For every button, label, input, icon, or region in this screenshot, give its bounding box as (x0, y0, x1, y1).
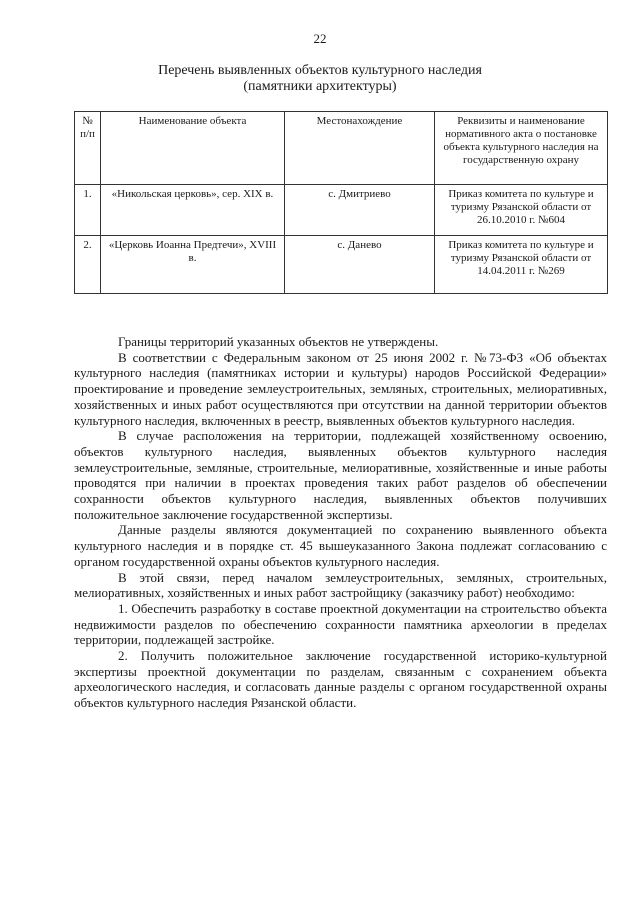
row-object-name: «Церковь Иоанна Предтечи», XVIII в. (101, 236, 285, 294)
row-number: 1. (75, 185, 101, 236)
document-title (0, 63, 640, 95)
paragraph-documentation: Данные разделы являются документацией по сохранению выявленного объекта культурного наследия и в порядке ст. 45 вышеуказанного Закона подлежат согласованию с органом государственной охраны объектов культурного наследия. (74, 522, 607, 569)
document-body (74, 334, 607, 711)
title-line-1: Перечень выявленных объектов культурного наследия (158, 63, 482, 78)
paragraph-requirements-intro: В этой связи, перед началом землеустроительных, земляных, строительных, мелиоративных, хозяйственных и иных работ застройщику (заказчику работ) необходимо: (74, 569, 607, 601)
row-act-details: Приказ комитета по культуре и туризму Рязанской области от 14.04.2011 г. №269 (435, 236, 608, 294)
header-location: Местонахождение (285, 112, 435, 185)
title-line-2: (памятники архитектуры) (243, 79, 397, 94)
row-number: 2. (75, 236, 101, 294)
header-act-details: Реквизиты и наименование нормативного акта о постановке объекта культурного наследия на государственную охрану (435, 112, 608, 185)
header-object-name: Наименование объекта (101, 112, 285, 185)
row-object-name: «Никольская церковь», сер. XIX в. (101, 185, 285, 236)
table-row (75, 236, 608, 294)
row-location: с. Дмитриево (285, 185, 435, 236)
table-header-row (75, 112, 608, 185)
paragraph-federal-law: В соответствии с Федеральным законом от 25 июня 2002 г. №73-ФЗ «Об объектах культурного наследия (памятниках истории и культуры) народов Российской Федерации» проектирование и проведение землеустроительных, земляных, строительных, мелиоративных, хозяйственных и иных работ осуществляются при отсутствии на данной территории объектов культурного наследия, включенных в реестр, выявленных объектов культурного наследия. (74, 349, 607, 428)
header-number: № п/п (75, 112, 101, 185)
paragraph-boundaries: Границы территорий указанных объектов не утверждены. (118, 334, 439, 349)
table-row (75, 185, 608, 236)
heritage-objects-table (74, 111, 608, 294)
row-act-details: Приказ комитета по культуре и туризму Рязанской области от 26.10.2010 г. №604 (435, 185, 608, 236)
page-number: 22 (313, 31, 327, 46)
paragraph-requirement-2: 2. Получить положительное заключение государственной историко-культурной экспертизы проектной документации по разделам, связанным с сохранением объекта археологического наследия, и согласовать данные разделы с органом государственной охраны объектов культурного наследия Рязанской области. (74, 648, 607, 711)
paragraph-requirement-1: 1. Обеспечить разработку в составе проектной документации на строительство объекта недвижимости разделов по обеспечению сохранности памятника археологии в пределах территории, подлежащей застройке. (74, 600, 607, 648)
row-location: с. Данево (285, 236, 435, 294)
paragraph-development-case: В случае расположения на территории, подлежащей хозяйственному освоению, объектов культурного наследия, выявленных объектов культурного наследия землеустроительные, земляные, строительные, мелиоративные, хозяйственные и иные работы проводятся при наличии в проектах проведения таких работ разделов об обеспечении сохранности объектов культурного наследия, выявленных объектов получивших положительное заключение государственной экспертизы. (74, 428, 607, 522)
